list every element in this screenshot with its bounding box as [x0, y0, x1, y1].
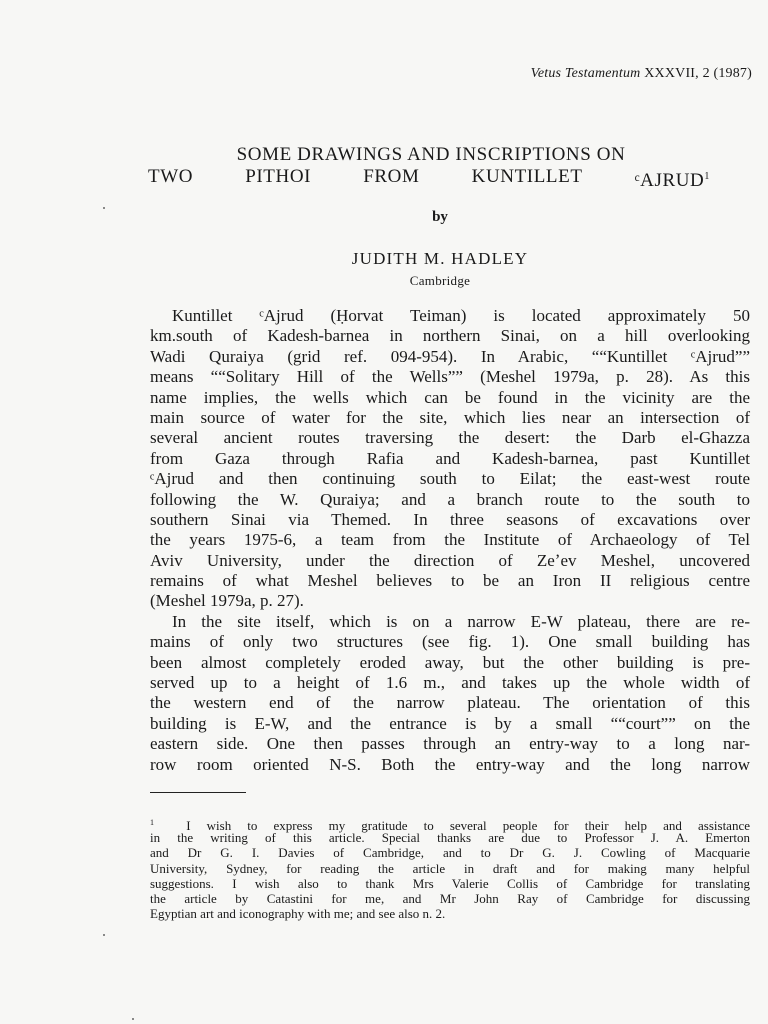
- footnote-text: I wish to express my gratitude to several people for their help and assistance: [186, 818, 750, 833]
- body-line: remains of what Meshel believes to be an Iron II religious centre: [150, 571, 750, 591]
- footnote-line: suggestions. I wish also to thank Mrs Valerie Collis of Cambridge for translating: [150, 875, 750, 891]
- body-line: In the site itself, which is on a narrow E-W plateau, there are re-: [172, 611, 750, 631]
- title-word: FROM: [363, 166, 420, 187]
- footnote-line: the article by Catastini for me, and Mr John Ray of Cambridge for discussing: [150, 890, 750, 906]
- journal-name: Vetus Testamentum: [530, 66, 641, 81]
- journal-citation: [531, 66, 752, 82]
- body-line: the western end of the narrow plateau. The orientation of this: [150, 693, 750, 713]
- title-word: PITHOI: [245, 166, 312, 187]
- body-line: Aviv University, under the direction of Zeʼev Meshel, uncovered: [150, 550, 750, 570]
- article-body: [150, 306, 750, 775]
- footnote: [150, 815, 750, 921]
- footnote-divider: [150, 792, 246, 793]
- footnote-line: University, Sydney, for reading the article in draft and for making many helpful: [150, 860, 750, 876]
- body-line: from Gaza through Rafia and Kadesh-barnea, past Kuntillet: [150, 448, 750, 468]
- body-line: following the W. Quraiya; and a branch route to the south to: [150, 489, 750, 509]
- footnote-marker: 1: [150, 818, 154, 827]
- footnote-line: [150, 815, 750, 833]
- footnote-line: Egyptian art and iconography with me; and see also n. 2.: [150, 906, 446, 922]
- body-line: building is E-W, and the entrance is by a small ““court”” on the: [150, 713, 750, 733]
- scan-speck: [103, 207, 105, 209]
- body-line: km.south of Kadesh-barnea in northern Sinai, on a hill overlooking: [150, 326, 750, 346]
- title-line-2: [148, 166, 710, 192]
- body-line: mains of only two structures (see fig. 1). One small building has: [150, 632, 750, 652]
- body-line: Wadi Quraiya (grid ref. 094-954). In Arabic, ““Kuntillet ᶜAjrud””: [150, 346, 750, 366]
- title-line-1: SOME DRAWINGS AND INSCRIPTIONS ON: [236, 144, 626, 165]
- body-line: ᶜAjrud and then continuing south to Eilat; the east-west route: [150, 469, 750, 489]
- footnote-line: in the writing of this article. Special thanks are due to Professor J. A. Emerton: [150, 830, 750, 846]
- body-line: Kuntillet ᶜAjrud (Ḥorvat Teiman) is located approximately 50: [172, 306, 750, 325]
- article-title: [148, 144, 710, 192]
- body-line: row room oriented N-S. Both the entry-way and the long narrow: [150, 754, 750, 774]
- body-line: means ““Solitary Hill of the Wells”” (Meshel 1979a, p. 28). As this: [150, 367, 750, 387]
- body-line: name implies, the wells which can be found in the vicinity are the: [150, 387, 750, 407]
- title-word: TWO: [148, 166, 194, 187]
- body-line: southern Sinai via Themed. In three seasons of excavations over: [150, 509, 750, 529]
- scan-speck: [132, 1018, 134, 1020]
- body-line: main source of water for the site, which lies near an intersection of: [150, 407, 750, 427]
- title-footnote-marker[interactable]: 1: [704, 171, 710, 182]
- author-name: JUDITH M. HADLEY: [351, 249, 529, 268]
- byline-by: by: [432, 209, 448, 225]
- title-word-last: [635, 166, 710, 192]
- body-line: several ancient routes traversing the desert: the Darb el-Ghazza: [150, 428, 750, 448]
- body-line: (Meshel 1979a, p. 27).: [150, 591, 304, 611]
- title-word: ᶜAJRUD: [634, 170, 705, 191]
- body-line: eastern side. One then passes through an entry-way to a long nar-: [150, 734, 750, 754]
- author-affiliation: Cambridge: [409, 273, 471, 288]
- footnote-line: and Dr G. I. Davies of Cambridge, and to Dr G. J. Cowling of Macquarie: [150, 845, 750, 861]
- volume-issue-year: XXXVII, 2 (1987): [644, 66, 752, 81]
- scan-speck: [103, 934, 105, 936]
- body-line: served up to a height of 1.6 m., and takes up the whole width of: [150, 673, 750, 693]
- title-word: KUNTILLET: [471, 166, 583, 187]
- body-line: been almost completely eroded away, but the other building is pre-: [150, 652, 750, 672]
- body-line: the years 1975-6, a team from the Institute of Archaeology of Tel: [150, 530, 750, 550]
